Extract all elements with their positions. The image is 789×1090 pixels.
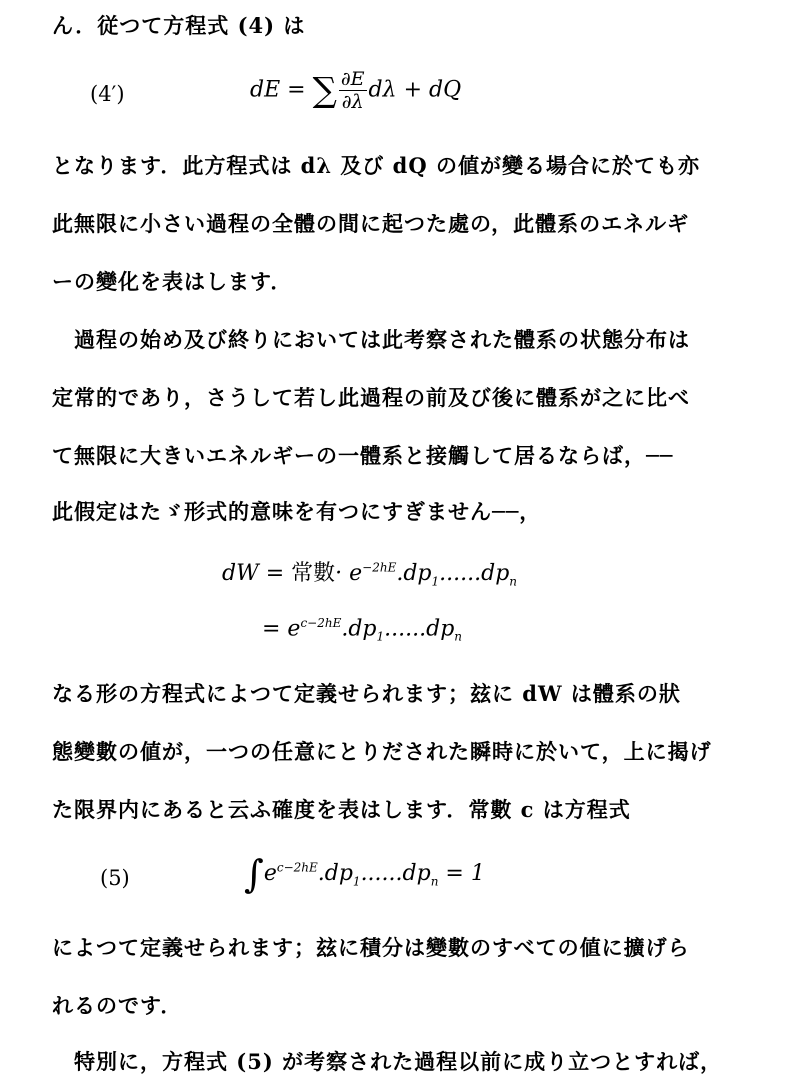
eqw2-exponent: c−2hE: [300, 616, 342, 630]
text-line-9: なる形の方程式によつて定義せられます；玆に dW は體系の狀: [52, 681, 681, 706]
text-line-6: 定常的であり，さうして若し此過程の前及び後に體系が之に比べ: [52, 385, 690, 410]
equation-label-4prime: (4′): [90, 82, 125, 106]
text-line-5: 過程の始め及び終りにおいては此考察された體系の状態分布は: [74, 327, 690, 352]
eqw1-dots: ......dp: [439, 561, 510, 586]
eq5-dots: ......dp: [360, 861, 431, 886]
equation-dw-2: [262, 616, 462, 644]
eqw1-dp: .dp: [396, 561, 432, 586]
text-line-10: 態變數の値が，一つの任意にとりだされた瞬時に於いて，上に揭げ: [52, 739, 712, 764]
eq5-e: e: [263, 861, 277, 886]
equation-dw-1: [222, 556, 517, 588]
eqw2-dots: ......dp: [384, 616, 455, 642]
eqw1-e: · e: [335, 561, 363, 586]
eqw2-sub1: 1: [376, 629, 385, 644]
text-line-11: た限界内にあると云ふ確度を表はします．常數 c は方程式: [52, 797, 631, 822]
text-line-12: によつて定義せられます；玆に積分は變數のすべての値に擴げら: [52, 935, 690, 960]
text-line-13: れるのです．: [52, 993, 183, 1018]
integral-symbol: ∫: [244, 852, 264, 896]
equation-5: [244, 852, 485, 896]
text-line-3: 此無限に小さい過程の全體の間に起つた處の，此體系のエネルギ: [52, 211, 690, 236]
eq5-subn: n: [430, 874, 439, 889]
text-line-8: 此假定はたゞ形式的意味を有つにすぎません──，: [52, 499, 542, 524]
eqw2-dp: .dp: [341, 616, 377, 642]
text-line-4: ーの變化を表はします．: [52, 269, 293, 294]
text-line-1: ん．従つて方程式 (4) は: [52, 13, 306, 38]
sigma-symbol: ∑: [312, 70, 337, 111]
eqw1-lhs: dW =: [222, 561, 292, 586]
text-line-2: となります．此方程式は dλ 及び dQ の値が變る場合に於ても亦: [52, 153, 700, 178]
eq5-dp: .dp: [317, 861, 353, 886]
fraction-denominator: ∂λ: [341, 91, 364, 113]
eqw1-const: 常數: [291, 561, 336, 586]
eqw2-e: = e: [262, 616, 301, 642]
partial-fraction: [339, 68, 367, 113]
equation-4prime: [250, 68, 461, 113]
eqw1-subn: n: [509, 574, 518, 589]
eqw2-subn: n: [454, 629, 463, 644]
eq5-exponent: c−2hE: [276, 860, 318, 875]
eq5-rhs: = 1: [438, 861, 485, 886]
eqw1-sub1: 1: [431, 574, 440, 589]
text-line-7: て無限に大きいエネルギーの一體系と接觸して居るならば，──: [52, 443, 674, 468]
eqw1-exponent: −2hE: [362, 560, 397, 575]
equation-label-5: (5): [100, 866, 130, 890]
eq5-sub1: 1: [352, 874, 361, 889]
text-line-14: 特別に，方程式 (5) が考察された過程以前に成り立つとすれば，: [74, 1049, 723, 1074]
fraction-numerator: ∂E: [340, 68, 365, 90]
eq4p-lhs: dE =: [250, 77, 313, 103]
eq4p-rhs: dλ + dQ: [368, 77, 462, 103]
